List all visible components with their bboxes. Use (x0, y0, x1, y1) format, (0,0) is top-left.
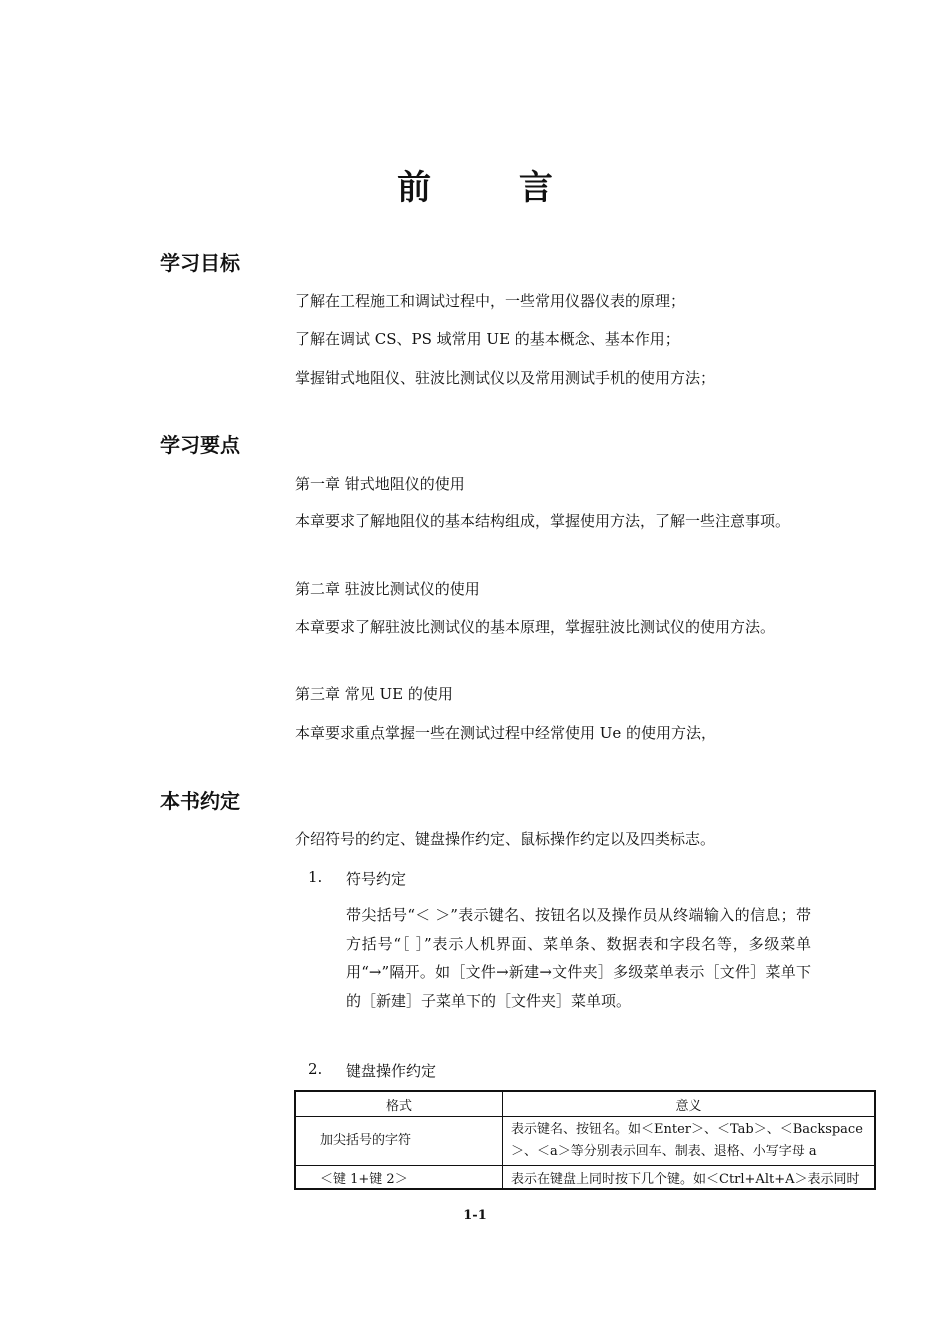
table-cell: 表示键名、按钮名。如＜Enter＞、＜Tab＞、＜Backspace＞、＜a＞等分别表示回车、制表、退格、小写字母 a (503, 1117, 876, 1166)
table-header-cell: 意义 (503, 1091, 876, 1117)
table-header-row (295, 1091, 875, 1117)
list-number: 1. (308, 868, 323, 886)
section-heading-goals: 学习目标 (160, 251, 240, 275)
symbol-convention-text: 带尖括号“＜ ＞”表示键名、按钮名以及操作员从终端输入的信息；带方括号“［ ］”表示人机界面、菜单条、数据表和字段名等，多级菜单用“→”隔开。如［文件→新建→文件夹］多级菜单表示［文件］菜单下的［新建］子菜单下的［文件夹］菜单项。 (346, 906, 811, 1010)
table-row (295, 1166, 875, 1190)
goal-item: 了解在工程施工和调试过程中，一些常用仪器仪表的原理； (295, 292, 686, 310)
goal-item: 掌握钳式地阻仪、驻波比测试仪以及常用测试手机的使用方法； (295, 369, 716, 387)
chapter-title: 第一章 钳式地阻仪的使用 (295, 475, 465, 493)
chapter-title: 第二章 驻波比测试仪的使用 (295, 580, 480, 598)
list-label: 键盘操作约定 (346, 1062, 437, 1080)
table-cell: 加尖括号的字符 (295, 1117, 503, 1166)
table-row (295, 1117, 875, 1166)
list-number: 2. (308, 1060, 323, 1078)
section-heading-points: 学习要点 (160, 433, 240, 457)
chapter-title: 第三章 常见 UE 的使用 (295, 685, 453, 703)
chapter-desc: 本章要求重点掌握一些在测试过程中经常使用 Ue 的使用方法， (295, 724, 717, 742)
table-header-cell: 格式 (295, 1091, 503, 1117)
page-title: 前 言 (397, 168, 591, 208)
chapter-desc: 本章要求了解驻波比测试仪的基本原理，掌握驻波比测试仪的使用方法。 (295, 618, 776, 636)
goal-item: 了解在调试 CS、PS 域常用 UE 的基本概念、基本作用； (295, 330, 680, 348)
table-cell: ＜键 1+键 2＞ (295, 1166, 503, 1190)
page-number: 1-1 (463, 1208, 487, 1223)
chapter-desc: 本章要求了解地阻仪的基本结构组成，掌握使用方法，了解一些注意事项。 (295, 512, 791, 530)
list-label: 符号约定 (346, 870, 407, 888)
table-cell: 表示在键盘上同时按下几个键。如＜Ctrl+Alt+A＞表示同时 (503, 1166, 876, 1190)
keyboard-convention-table (294, 1090, 876, 1190)
conventions-intro: 介绍符号的约定、键盘操作约定、鼠标操作约定以及四类标志。 (295, 830, 716, 848)
section-heading-conventions: 本书约定 (160, 789, 240, 813)
